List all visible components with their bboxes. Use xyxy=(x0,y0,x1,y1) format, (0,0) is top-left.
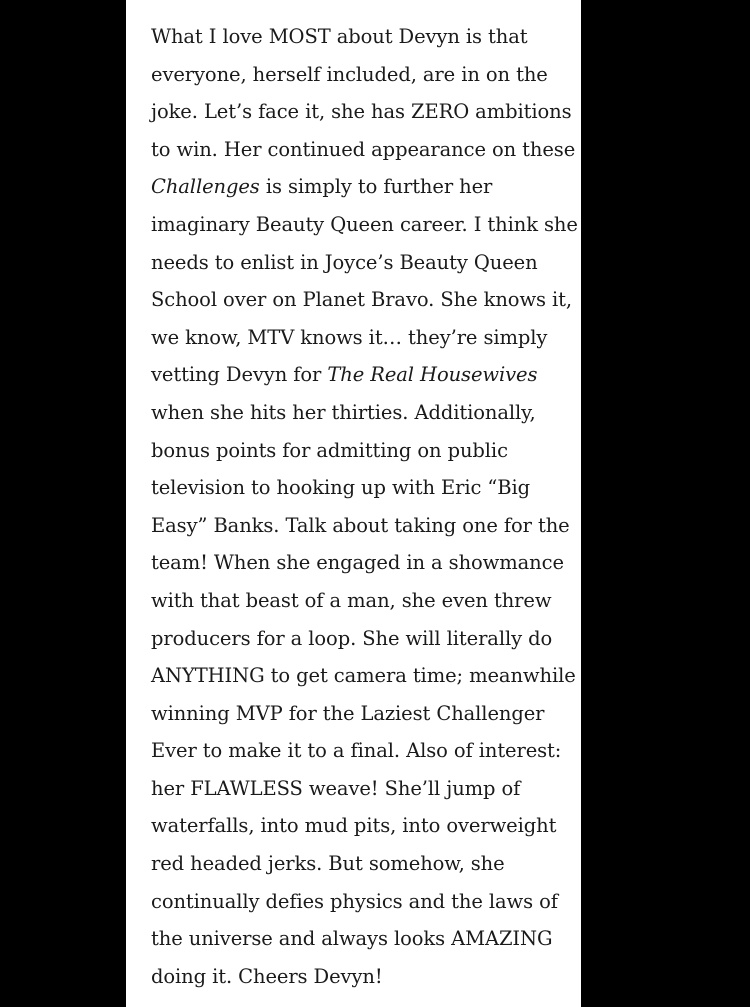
text-line xyxy=(151,356,571,394)
text-line: producers for a loop. She will literally do xyxy=(151,626,553,650)
text-line: television to hooking up with Eric “Big xyxy=(151,476,531,500)
text-line: we know, MTV knows it… they’re simply xyxy=(151,325,548,349)
text-line: Ever to make it to a final. Also of interest: xyxy=(151,739,562,763)
text-fragment: vetting Devyn for xyxy=(151,363,328,387)
text-line: everyone, herself included, are in on the xyxy=(151,62,548,86)
text-line: joke. Let’s face it, she has ZERO ambitions xyxy=(151,100,572,124)
text-line: with that beast of a man, she even threw xyxy=(151,588,552,612)
text-line: her FLAWLESS weave! She’ll jump of xyxy=(151,776,521,800)
text-line: to win. Her continued appearance on these xyxy=(151,137,576,161)
text-line xyxy=(151,168,571,206)
text-line: Easy” Banks. Talk about taking one for the xyxy=(151,513,570,537)
text-line: bonus points for admitting on public xyxy=(151,438,508,462)
text-line: waterfalls, into mud pits, into overweight xyxy=(151,814,557,838)
article-text xyxy=(151,18,578,995)
text-fragment: is simply to further her xyxy=(259,175,493,199)
text-line: imaginary Beauty Queen career. I think she xyxy=(151,212,578,236)
show-title-real-housewives: The Real Housewives xyxy=(327,363,538,387)
text-line: red headed jerks. But somehow, she xyxy=(151,852,505,876)
text-line: doing it. Cheers Devyn! xyxy=(151,964,383,988)
text-line: What I love MOST about Devyn is that xyxy=(151,25,528,48)
text-line: winning MVP for the Laziest Challenger xyxy=(151,701,545,725)
show-title-challenges: Challenges xyxy=(151,175,260,199)
text-line: when she hits her thirties. Additionally, xyxy=(151,400,536,424)
text-line: needs to enlist in Joyce’s Beauty Queen xyxy=(151,250,538,274)
text-line: ANYTHING to get camera time; meanwhile xyxy=(151,664,576,688)
text-line: continually defies physics and the laws of xyxy=(151,889,558,913)
text-line: School over on Planet Bravo. She knows it, xyxy=(151,288,573,312)
text-line: team! When she engaged in a showmance xyxy=(151,551,564,575)
text-line: the universe and always looks AMAZING xyxy=(151,927,553,951)
